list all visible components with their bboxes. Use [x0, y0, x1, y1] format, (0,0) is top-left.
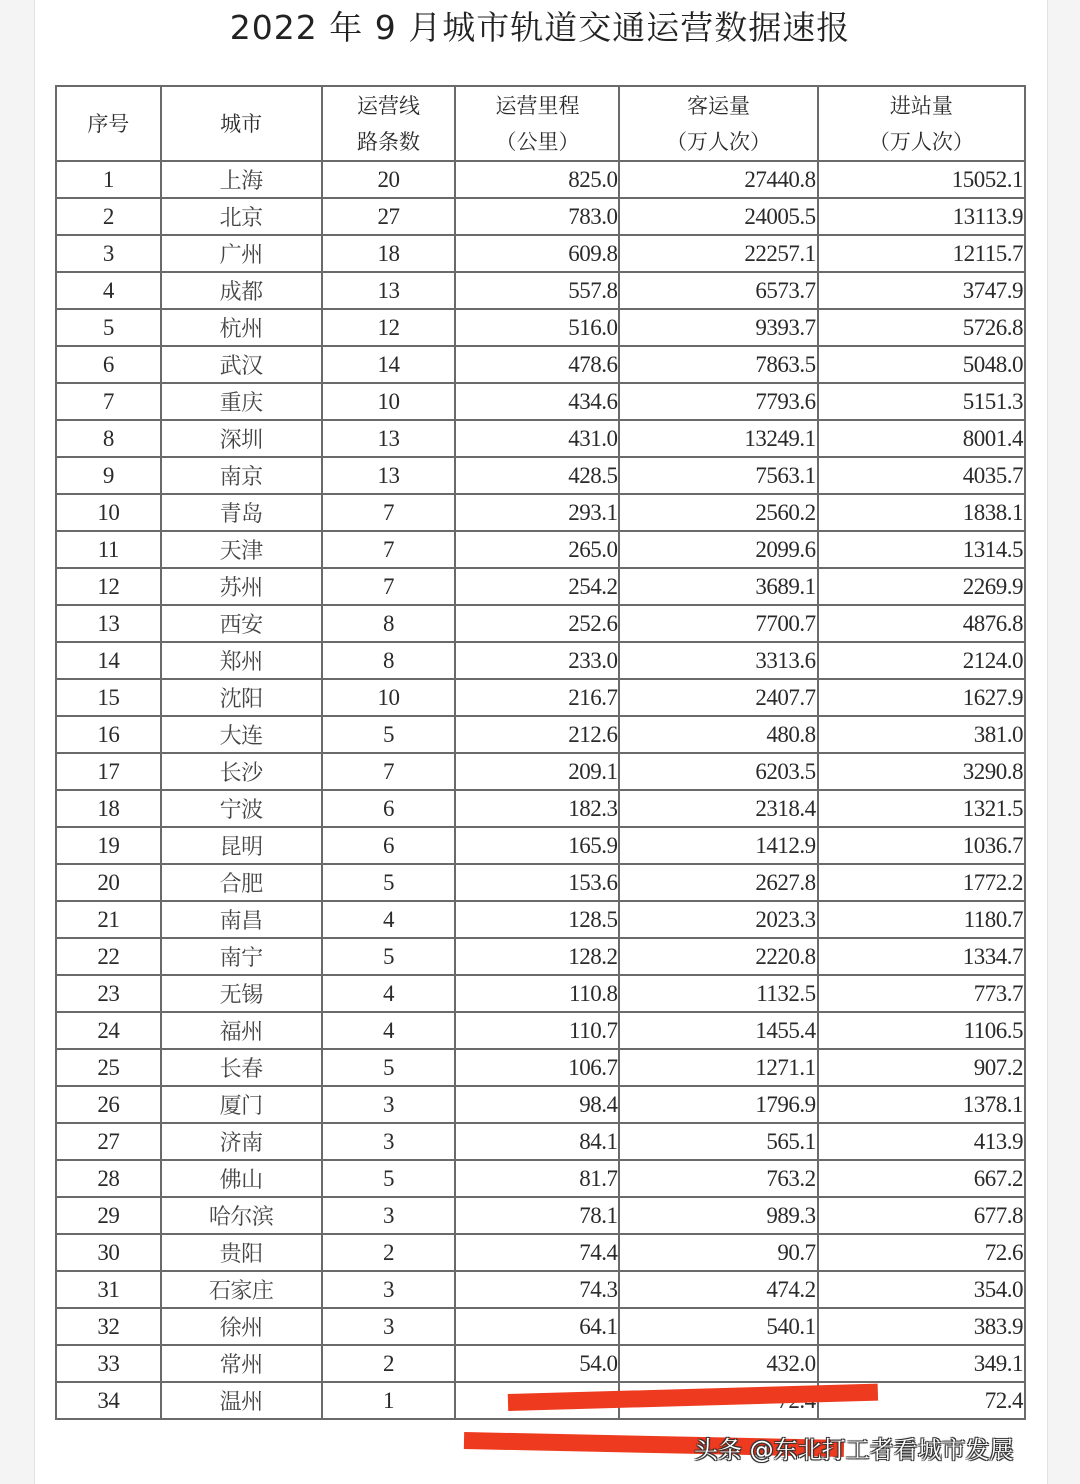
cell-lines: 6 [322, 827, 456, 864]
cell-passenger-volume: 3689.1 [619, 568, 817, 605]
cell-city: 南京 [161, 457, 322, 494]
cell-entry-volume: 354.0 [818, 1271, 1025, 1308]
cell-entry-volume: 667.2 [818, 1160, 1025, 1197]
cell-mileage: 783.0 [455, 198, 619, 235]
cell-mileage: 293.1 [455, 494, 619, 531]
cell-mileage: 216.7 [455, 679, 619, 716]
cell-mileage: 54.0 [455, 1345, 619, 1382]
table-row [56, 1345, 1025, 1382]
cell-lines: 10 [322, 383, 456, 420]
table-row [56, 938, 1025, 975]
cell-index: 28 [56, 1160, 161, 1197]
cell-entry-volume: 5726.8 [818, 309, 1025, 346]
cell-city: 上海 [161, 161, 322, 198]
cell-mileage: 431.0 [455, 420, 619, 457]
cell-city: 西安 [161, 605, 322, 642]
watermark: 头条 @东北打工者看城市发展 [694, 1436, 1014, 1464]
cell-mileage: 165.9 [455, 827, 619, 864]
cell-lines: 5 [322, 864, 456, 901]
cell-mileage: 84.1 [455, 1123, 619, 1160]
cell-entry-volume: 4035.7 [818, 457, 1025, 494]
cell-passenger-volume: 2023.3 [619, 901, 817, 938]
table-row [56, 1234, 1025, 1271]
cell-passenger-volume: 480.8 [619, 716, 817, 753]
table-row [56, 864, 1025, 901]
cell-lines: 13 [322, 272, 456, 309]
cell-passenger-volume: 432.0 [619, 1345, 817, 1382]
table-row [56, 161, 1025, 198]
cell-city: 北京 [161, 198, 322, 235]
cell-entry-volume: 381.0 [818, 716, 1025, 753]
cell-entry-volume: 1314.5 [818, 531, 1025, 568]
cell-lines: 7 [322, 568, 456, 605]
header-city: 城市 [161, 86, 322, 161]
table-row [56, 716, 1025, 753]
cell-city: 徐州 [161, 1308, 322, 1345]
cell-lines: 18 [322, 235, 456, 272]
cell-mileage: 557.8 [455, 272, 619, 309]
cell-passenger-volume: 9393.7 [619, 309, 817, 346]
table-row [56, 1271, 1025, 1308]
cell-city: 哈尔滨 [161, 1197, 322, 1234]
cell-mileage: 252.6 [455, 605, 619, 642]
cell-entry-volume: 1627.9 [818, 679, 1025, 716]
cell-entry-volume: 2269.9 [818, 568, 1025, 605]
cell-lines: 8 [322, 605, 456, 642]
table-row [56, 827, 1025, 864]
cell-entry-volume: 2124.0 [818, 642, 1025, 679]
cell-city: 杭州 [161, 309, 322, 346]
cell-mileage: 78.1 [455, 1197, 619, 1234]
cell-city: 温州 [161, 1382, 322, 1419]
cell-entry-volume: 5048.0 [818, 346, 1025, 383]
cell-index: 4 [56, 272, 161, 309]
cell-mileage: 81.7 [455, 1160, 619, 1197]
cell-mileage: 209.1 [455, 753, 619, 790]
cell-index: 5 [56, 309, 161, 346]
cell-city: 南宁 [161, 938, 322, 975]
cell-lines: 14 [322, 346, 456, 383]
table-body [56, 161, 1025, 1419]
cell-index: 1 [56, 161, 161, 198]
cell-city: 长春 [161, 1049, 322, 1086]
cell-lines: 7 [322, 753, 456, 790]
table-row [56, 457, 1025, 494]
table-row [56, 1012, 1025, 1049]
cell-index: 8 [56, 420, 161, 457]
cell-city: 天津 [161, 531, 322, 568]
cell-lines: 4 [322, 901, 456, 938]
cell-city: 石家庄 [161, 1271, 322, 1308]
cell-passenger-volume: 22257.1 [619, 235, 817, 272]
header-passenger-volume: 客运量 （万人次） [619, 86, 817, 161]
cell-mileage: 478.6 [455, 346, 619, 383]
cell-passenger-volume: 474.2 [619, 1271, 817, 1308]
cell-index: 26 [56, 1086, 161, 1123]
cell-entry-volume: 3290.8 [818, 753, 1025, 790]
cell-lines: 5 [322, 938, 456, 975]
cell-index: 31 [56, 1271, 161, 1308]
cell-passenger-volume: 24005.5 [619, 198, 817, 235]
table-row [56, 790, 1025, 827]
cell-lines: 20 [322, 161, 456, 198]
cell-index: 29 [56, 1197, 161, 1234]
cell-lines: 5 [322, 716, 456, 753]
cell-city: 济南 [161, 1123, 322, 1160]
cell-city: 贵阳 [161, 1234, 322, 1271]
cell-lines: 10 [322, 679, 456, 716]
cell-index: 14 [56, 642, 161, 679]
cell-index: 9 [56, 457, 161, 494]
cell-entry-volume: 907.2 [818, 1049, 1025, 1086]
cell-mileage: 98.4 [455, 1086, 619, 1123]
cell-mileage: 212.6 [455, 716, 619, 753]
header-lines: 运营线 路条数 [322, 86, 456, 161]
cell-passenger-volume: 540.1 [619, 1308, 817, 1345]
cell-mileage: 825.0 [455, 161, 619, 198]
cell-passenger-volume: 1796.9 [619, 1086, 817, 1123]
cell-index: 17 [56, 753, 161, 790]
cell-passenger-volume: 1412.9 [619, 827, 817, 864]
cell-city: 郑州 [161, 642, 322, 679]
cell-passenger-volume: 2318.4 [619, 790, 817, 827]
cell-city: 常州 [161, 1345, 322, 1382]
cell-city: 宁波 [161, 790, 322, 827]
cell-mileage: 516.0 [455, 309, 619, 346]
cell-entry-volume: 677.8 [818, 1197, 1025, 1234]
table-row [56, 198, 1025, 235]
cell-lines: 13 [322, 457, 456, 494]
cell-passenger-volume: 3313.6 [619, 642, 817, 679]
cell-passenger-volume: 90.7 [619, 1234, 817, 1271]
cell-entry-volume: 1036.7 [818, 827, 1025, 864]
cell-index: 13 [56, 605, 161, 642]
cell-city: 大连 [161, 716, 322, 753]
cell-mileage: 153.6 [455, 864, 619, 901]
cell-entry-volume: 1378.1 [818, 1086, 1025, 1123]
cell-entry-volume: 1180.7 [818, 901, 1025, 938]
cell-passenger-volume: 7793.6 [619, 383, 817, 420]
cell-mileage: 110.7 [455, 1012, 619, 1049]
cell-lines: 5 [322, 1049, 456, 1086]
cell-mileage: 106.7 [455, 1049, 619, 1086]
cell-lines: 13 [322, 420, 456, 457]
cell-lines: 3 [322, 1086, 456, 1123]
cell-entry-volume: 1838.1 [818, 494, 1025, 531]
cell-index: 11 [56, 531, 161, 568]
cell-city: 广州 [161, 235, 322, 272]
cell-city: 深圳 [161, 420, 322, 457]
page-title: 2022 年 9 月城市轨道交通运营数据速报 [229, 8, 851, 47]
cell-entry-volume: 1772.2 [818, 864, 1025, 901]
cell-index: 7 [56, 383, 161, 420]
cell-index: 12 [56, 568, 161, 605]
header-mileage: 运营里程 （公里） [455, 86, 619, 161]
table-row [56, 383, 1025, 420]
cell-passenger-volume: 2407.7 [619, 679, 817, 716]
cell-city: 沈阳 [161, 679, 322, 716]
cell-mileage: 609.8 [455, 235, 619, 272]
cell-entry-volume: 8001.4 [818, 420, 1025, 457]
cell-passenger-volume: 6203.5 [619, 753, 817, 790]
cell-passenger-volume: 2560.2 [619, 494, 817, 531]
cell-index: 10 [56, 494, 161, 531]
cell-mileage: 110.8 [455, 975, 619, 1012]
table-row [56, 1049, 1025, 1086]
table-row [56, 1123, 1025, 1160]
cell-lines: 7 [322, 531, 456, 568]
cell-lines: 5 [322, 1160, 456, 1197]
cell-lines: 27 [322, 198, 456, 235]
cell-lines: 4 [322, 1012, 456, 1049]
table-row [56, 531, 1025, 568]
cell-index: 15 [56, 679, 161, 716]
cell-passenger-volume: 2220.8 [619, 938, 817, 975]
cell-lines: 2 [322, 1234, 456, 1271]
cell-city: 武汉 [161, 346, 322, 383]
cell-index: 19 [56, 827, 161, 864]
cell-lines: 3 [322, 1271, 456, 1308]
cell-mileage: 74.4 [455, 1234, 619, 1271]
cell-city: 重庆 [161, 383, 322, 420]
cell-lines: 3 [322, 1308, 456, 1345]
cell-lines: 8 [322, 642, 456, 679]
table-row [56, 272, 1025, 309]
cell-entry-volume: 3747.9 [818, 272, 1025, 309]
cell-city: 成都 [161, 272, 322, 309]
cell-mileage: 265.0 [455, 531, 619, 568]
cell-entry-volume: 13113.9 [818, 198, 1025, 235]
cell-index: 23 [56, 975, 161, 1012]
cell-index: 20 [56, 864, 161, 901]
cell-index: 21 [56, 901, 161, 938]
cell-passenger-volume: 6573.7 [619, 272, 817, 309]
cell-index: 16 [56, 716, 161, 753]
cell-index: 3 [56, 235, 161, 272]
cell-passenger-volume: 1271.1 [619, 1049, 817, 1086]
table-row [56, 420, 1025, 457]
cell-passenger-volume: 2627.8 [619, 864, 817, 901]
metro-data-table [55, 85, 1026, 1420]
header-index: 序号 [56, 86, 161, 161]
cell-entry-volume: 5151.3 [818, 383, 1025, 420]
cell-entry-volume: 349.1 [818, 1345, 1025, 1382]
cell-lines: 7 [322, 494, 456, 531]
cell-entry-volume: 1321.5 [818, 790, 1025, 827]
cell-index: 24 [56, 1012, 161, 1049]
table-row [56, 605, 1025, 642]
cell-entry-volume: 413.9 [818, 1123, 1025, 1160]
cell-index: 27 [56, 1123, 161, 1160]
table-row [56, 975, 1025, 1012]
cell-entry-volume: 72.6 [818, 1234, 1025, 1271]
table-row [56, 901, 1025, 938]
table-row [56, 346, 1025, 383]
table-row [56, 1160, 1025, 1197]
table-row [56, 753, 1025, 790]
cell-index: 2 [56, 198, 161, 235]
cell-city: 佛山 [161, 1160, 322, 1197]
cell-city: 无锡 [161, 975, 322, 1012]
table-row [56, 1308, 1025, 1345]
table-row [56, 1197, 1025, 1234]
cell-passenger-volume: 7700.7 [619, 605, 817, 642]
cell-mileage: 428.5 [455, 457, 619, 494]
cell-city: 南昌 [161, 901, 322, 938]
cell-lines: 4 [322, 975, 456, 1012]
cell-mileage: 74.3 [455, 1271, 619, 1308]
cell-city: 昆明 [161, 827, 322, 864]
cell-entry-volume: 1334.7 [818, 938, 1025, 975]
table-row [56, 679, 1025, 716]
cell-passenger-volume: 989.3 [619, 1197, 817, 1234]
cell-index: 33 [56, 1345, 161, 1382]
header-entry-volume: 进站量 （万人次） [818, 86, 1025, 161]
cell-city: 苏州 [161, 568, 322, 605]
cell-city: 福州 [161, 1012, 322, 1049]
cell-passenger-volume: 763.2 [619, 1160, 817, 1197]
cell-lines: 3 [322, 1197, 456, 1234]
cell-lines: 6 [322, 790, 456, 827]
table-row [56, 235, 1025, 272]
cell-index: 30 [56, 1234, 161, 1271]
table-row [56, 309, 1025, 346]
cell-passenger-volume: 1132.5 [619, 975, 817, 1012]
cell-mileage: 128.5 [455, 901, 619, 938]
cell-entry-volume: 1106.5 [818, 1012, 1025, 1049]
cell-entry-volume: 72.4 [818, 1382, 1025, 1419]
cell-index: 25 [56, 1049, 161, 1086]
cell-mileage: 434.6 [455, 383, 619, 420]
cell-index: 6 [56, 346, 161, 383]
cell-entry-volume: 383.9 [818, 1308, 1025, 1345]
cell-passenger-volume: 7563.1 [619, 457, 817, 494]
cell-passenger-volume: 565.1 [619, 1123, 817, 1160]
cell-index: 18 [56, 790, 161, 827]
cell-passenger-volume: 1455.4 [619, 1012, 817, 1049]
cell-entry-volume: 15052.1 [818, 161, 1025, 198]
cell-mileage: 64.1 [455, 1308, 619, 1345]
table-row [56, 1086, 1025, 1123]
table-row [56, 642, 1025, 679]
cell-lines: 2 [322, 1345, 456, 1382]
cell-index: 34 [56, 1382, 161, 1419]
cell-index: 32 [56, 1308, 161, 1345]
cell-mileage: 182.3 [455, 790, 619, 827]
cell-passenger-volume: 2099.6 [619, 531, 817, 568]
cell-lines: 3 [322, 1123, 456, 1160]
cell-entry-volume: 4876.8 [818, 605, 1025, 642]
cell-index: 22 [56, 938, 161, 975]
cell-passenger-volume: 13249.1 [619, 420, 817, 457]
cell-city: 长沙 [161, 753, 322, 790]
table-header-row [56, 86, 1025, 161]
table-row [56, 494, 1025, 531]
cell-mileage: 128.2 [455, 938, 619, 975]
cell-city: 合肥 [161, 864, 322, 901]
cell-entry-volume: 12115.7 [818, 235, 1025, 272]
cell-city: 青岛 [161, 494, 322, 531]
cell-mileage: 254.2 [455, 568, 619, 605]
cell-passenger-volume: 7863.5 [619, 346, 817, 383]
table-row [56, 568, 1025, 605]
cell-passenger-volume: 27440.8 [619, 161, 817, 198]
cell-mileage: 233.0 [455, 642, 619, 679]
cell-lines: 1 [322, 1382, 456, 1419]
cell-lines: 12 [322, 309, 456, 346]
cell-city: 厦门 [161, 1086, 322, 1123]
cell-entry-volume: 773.7 [818, 975, 1025, 1012]
